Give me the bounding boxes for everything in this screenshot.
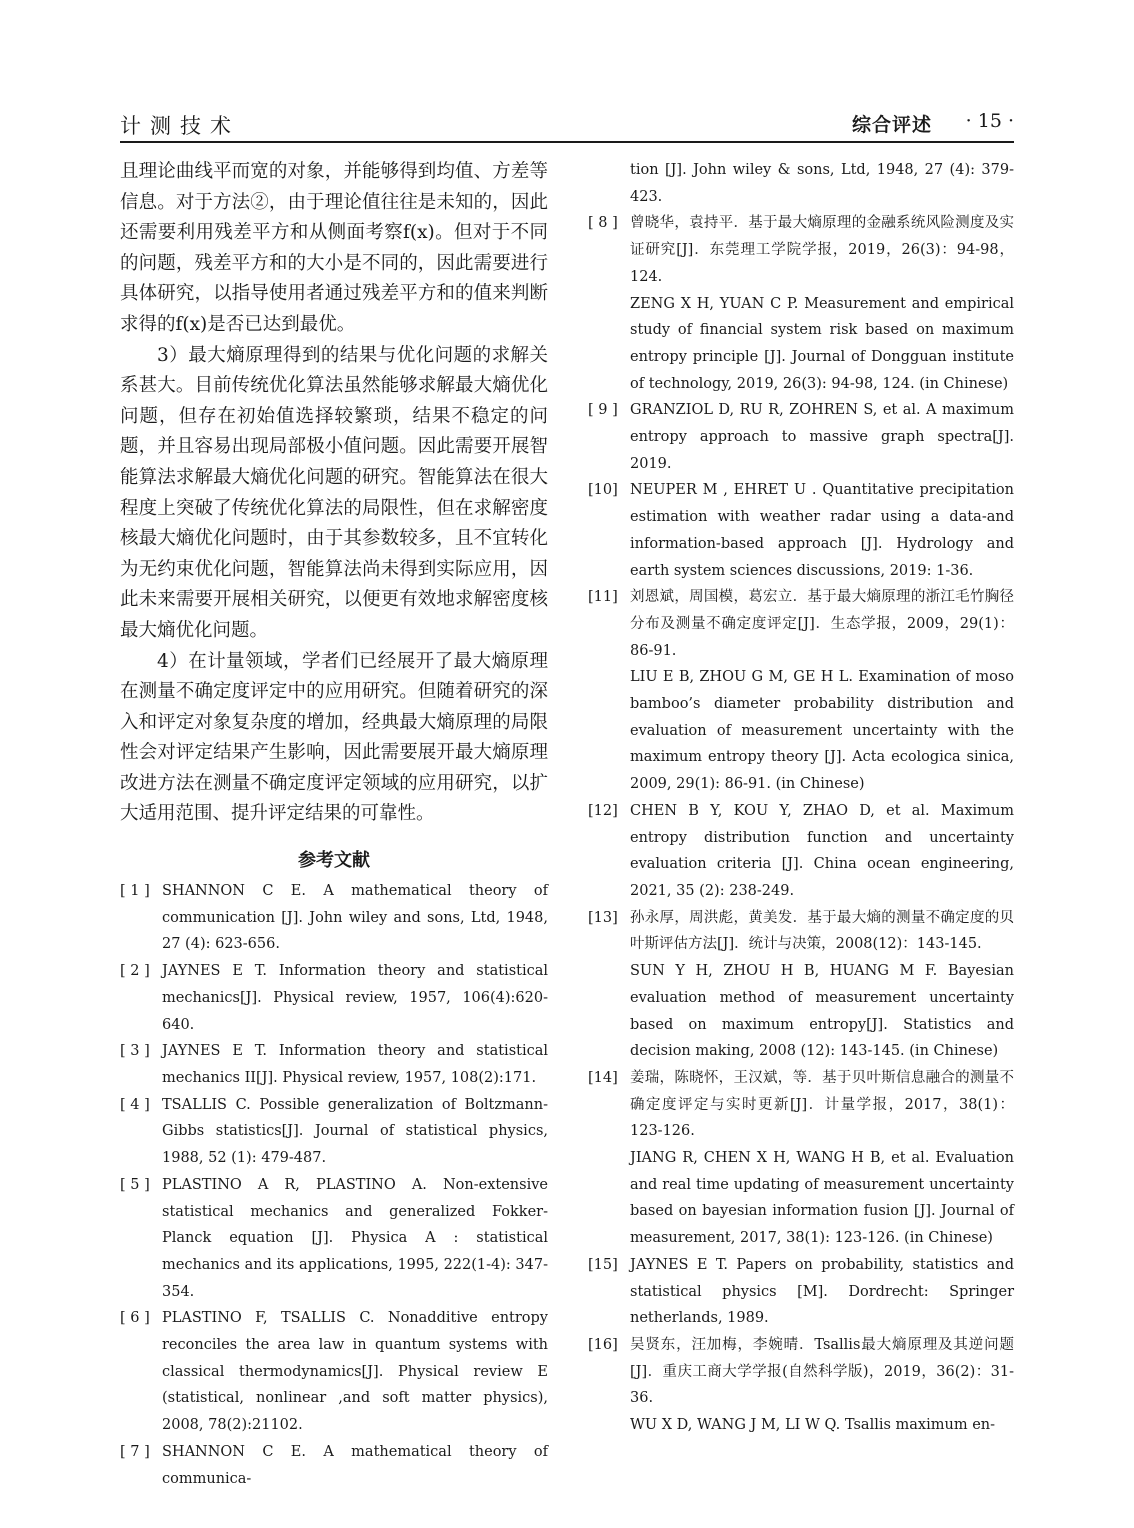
reference-text: SHANNON C E. A mathematical theory of communication [J]. John wiley and sons, Ltd, 1948, 27 (4): 623-656. bbox=[162, 883, 548, 953]
page-number: · 15 · bbox=[965, 110, 1014, 132]
body-paragraph: 4）在计量领域，学者们已经展开了最大熵原理在测量不确定度评定中的应用研究。但随着研究的深入和评定对象复杂度的增加，经典最大熵原理的局限性会对评定结果产生影响，因此需要展开最大熵原理改进方法在测量不确定度评定领域的应用研究，以扩大适用范围、提升评定结果的可靠性。 bbox=[120, 650, 548, 825]
reference-text: JAYNES E T. Information theory and statistical mechanics II[J]. Physical review, 1957, 108(2):171. bbox=[162, 1043, 548, 1086]
reference-number: [ 2 ] bbox=[120, 963, 150, 980]
reference-number: [ 4 ] bbox=[120, 1096, 150, 1113]
reference-item bbox=[588, 905, 1014, 1065]
reference-english-text: SUN Y H, ZHOU H B, HUANG M F. Bayesian evaluation method of measurement uncertainty based on maximum entropy[J]. Statistics and decision making, 2008 (12): 143-145. (in Chinese) bbox=[630, 963, 1014, 1060]
reference-item bbox=[120, 1305, 548, 1439]
reference-item bbox=[120, 958, 548, 1038]
reference-number: [ 6 ] bbox=[120, 1310, 150, 1327]
journal-name: 计测技术 bbox=[120, 114, 240, 138]
reference-item bbox=[588, 1065, 1014, 1252]
right-column bbox=[588, 157, 1014, 1439]
reference-number: [14] bbox=[588, 1069, 618, 1086]
reference-text: TSALLIS C. Possible generalization of Boltzmann-Gibbs statistics[J]. Journal of statistical physics, 1988, 52 (1): 479-487. bbox=[162, 1096, 548, 1167]
reference-number: [ 9 ] bbox=[588, 402, 618, 419]
reference-item bbox=[120, 878, 548, 958]
reference-item bbox=[120, 1092, 548, 1172]
reference-list-left bbox=[120, 878, 548, 1492]
body-paragraph: 且理论曲线平而宽的对象，并能够得到均值、方差等信息。对于方法②，由于理论值往往是未知的，因此还需要利用残差平方和从侧面考察f(x)。但对于不同的问题，残差平方和的大小是不同的，因此需要进行具体研究，以指导使用者通过残差平方和的值来判断求得的f(x)是否已达到最优。 bbox=[120, 161, 548, 335]
reference-item bbox=[120, 1172, 548, 1306]
body-paragraph: 3）最大熵原理得到的结果与优化问题的求解关系甚大。目前传统优化算法虽然能够求解最大熵优化问题，但存在初始值选择较繁琐，结果不稳定的问题，并且容易出现局部极小值问题。因此需要开展智能算法求解最大熵优化问题的研究。智能算法在很大程度上突破了传统优化算法的局限性，但在求解密度核最大熵优化问题时，由于其参数较多，且不宜转化为无约束优化问题，智能算法尚未得到实际应用，因此未来需要开展相关研究，以便更有效地求解密度核最大熵优化问题。 bbox=[120, 344, 548, 641]
reference-english-text: ZENG X H, YUAN C P. Measurement and empirical study of financial system risk based on maximum entropy principle [J]. Journal of Dongguan institute of technology, 2019, 26(3): 94-98, 124. (in Chinese) bbox=[630, 295, 1014, 392]
reference-text: JAYNES E T. Information theory and statistical mechanics[J]. Physical review, 1957, 106(4):620-640. bbox=[162, 963, 548, 1033]
reference-english-text: WU X D, WANG J M, LI W Q. Tsallis maximum en- bbox=[630, 1417, 996, 1434]
reference-number: [ 8 ] bbox=[588, 215, 618, 232]
reference-number: [15] bbox=[588, 1256, 618, 1273]
reference-text: PLASTINO A R, PLASTINO A. Non-extensive statistical mechanics and generalized Fokker-Planck equation [J]. Physica A : statistical mechanics and its applications, 1995, 222(1-4): 347-354. bbox=[162, 1176, 548, 1300]
section-title: 综合评述 bbox=[851, 114, 932, 136]
reference-number: [11] bbox=[588, 589, 618, 606]
reference-item bbox=[588, 798, 1014, 905]
reference-number: [12] bbox=[588, 802, 618, 819]
reference-number: [ 5 ] bbox=[120, 1176, 150, 1193]
reference-number: [10] bbox=[588, 482, 618, 499]
reference-list-right bbox=[588, 210, 1014, 1438]
left-column bbox=[120, 157, 548, 1492]
reference-item bbox=[588, 584, 1014, 798]
reference-english-text: JIANG R, CHEN X H, WANG H B, et al. Evaluation and real time updating of measurement uncertainty based on bayesian information fusion [J]. Journal of measurement, 2017, 38(1): 123-126. (in Chinese) bbox=[630, 1150, 1014, 1247]
reference-number: [16] bbox=[588, 1336, 618, 1353]
reference-text: 吴贤东，汪加梅，李婉晴．Tsallis最大熵原理及其逆问题[J]．重庆工商大学学报(自然科学版)，2019，36(2)：31-36. bbox=[630, 1336, 1014, 1407]
reference-text: 曾晓华，袁持平．基于最大熵原理的金融系统风险测度及实证研究[J]．东莞理工学院学报，2019，26(3)：94-98，124. bbox=[630, 215, 1014, 285]
reference-text: PLASTINO F, TSALLIS C. Nonadditive entropy reconciles the area law in quantum systems with classical thermodynamics[J]. Physical review E (statistical, nonlinear ,and soft matter physics), 2008, 78(2):21102. bbox=[162, 1310, 548, 1434]
reference-text: SHANNON C E. A mathematical theory of communica- bbox=[162, 1443, 548, 1487]
reference-continuation: tion [J]. John wiley & sons, Ltd, 1948, 27 (4): 379-423. bbox=[630, 162, 1014, 205]
reference-number: [ 3 ] bbox=[120, 1043, 150, 1060]
reference-text: GRANZIOL D, RU R, ZOHREN S, et al. A maximum entropy approach to massive graph spectra[J]. 2019. bbox=[630, 402, 1014, 472]
reference-text: CHEN B Y, KOU Y, ZHAO D, et al. Maximum entropy distribution function and uncertainty evaluation criteria [J]. China ocean engineering, 2021, 35 (2): 238-249. bbox=[630, 802, 1014, 899]
reference-text: 孙永厚，周洪彪，黄美发．基于最大熵的测量不确定度的贝叶斯评估方法[J]．统计与决策，2008(12)：143-145. bbox=[630, 909, 1014, 953]
page-header bbox=[120, 110, 1014, 140]
reference-number: [ 7 ] bbox=[120, 1443, 150, 1460]
references-heading: 参考文献 bbox=[298, 850, 370, 872]
reference-item bbox=[120, 1038, 548, 1091]
reference-item bbox=[588, 1332, 1014, 1439]
header-rule bbox=[120, 141, 1014, 143]
reference-text: 刘恩斌，周国模，葛宏立．基于最大熵原理的浙江毛竹胸径分布及测量不确定度评定[J]．生态学报，2009，29(1)：86-91. bbox=[630, 589, 1014, 659]
reference-item bbox=[588, 397, 1014, 477]
reference-item bbox=[588, 210, 1014, 397]
reference-item bbox=[588, 477, 1014, 584]
reference-number: [13] bbox=[588, 909, 618, 926]
reference-english-text: LIU E B, ZHOU G M, GE H L. Examination of moso bamboo’s diameter probability distribution and evaluation of measurement uncertainty with the maximum entropy theory [J]. Acta ecologica sinica, 2009, 29(1): 86-91. (in Chinese) bbox=[630, 669, 1014, 793]
reference-number: [ 1 ] bbox=[120, 883, 150, 900]
reference-text: 姜瑞，陈晓怀，王汉斌，等．基于贝叶斯信息融合的测量不确定度评定与实时更新[J]．计量学报，2017，38(1)：123-126. bbox=[630, 1069, 1014, 1140]
reference-text: NEUPER M , EHRET U . Quantitative precipitation estimation with weather radar using a data-and information-based approach [J]. Hydrology and earth system sciences discussions, 2019: 1-36. bbox=[630, 482, 1014, 579]
reference-item bbox=[588, 1252, 1014, 1332]
reference-text: JAYNES E T. Papers on probability, statistics and statistical physics [M]. Dordrecht: Springer netherlands, 1989. bbox=[630, 1256, 1014, 1327]
reference-item bbox=[120, 1439, 548, 1492]
